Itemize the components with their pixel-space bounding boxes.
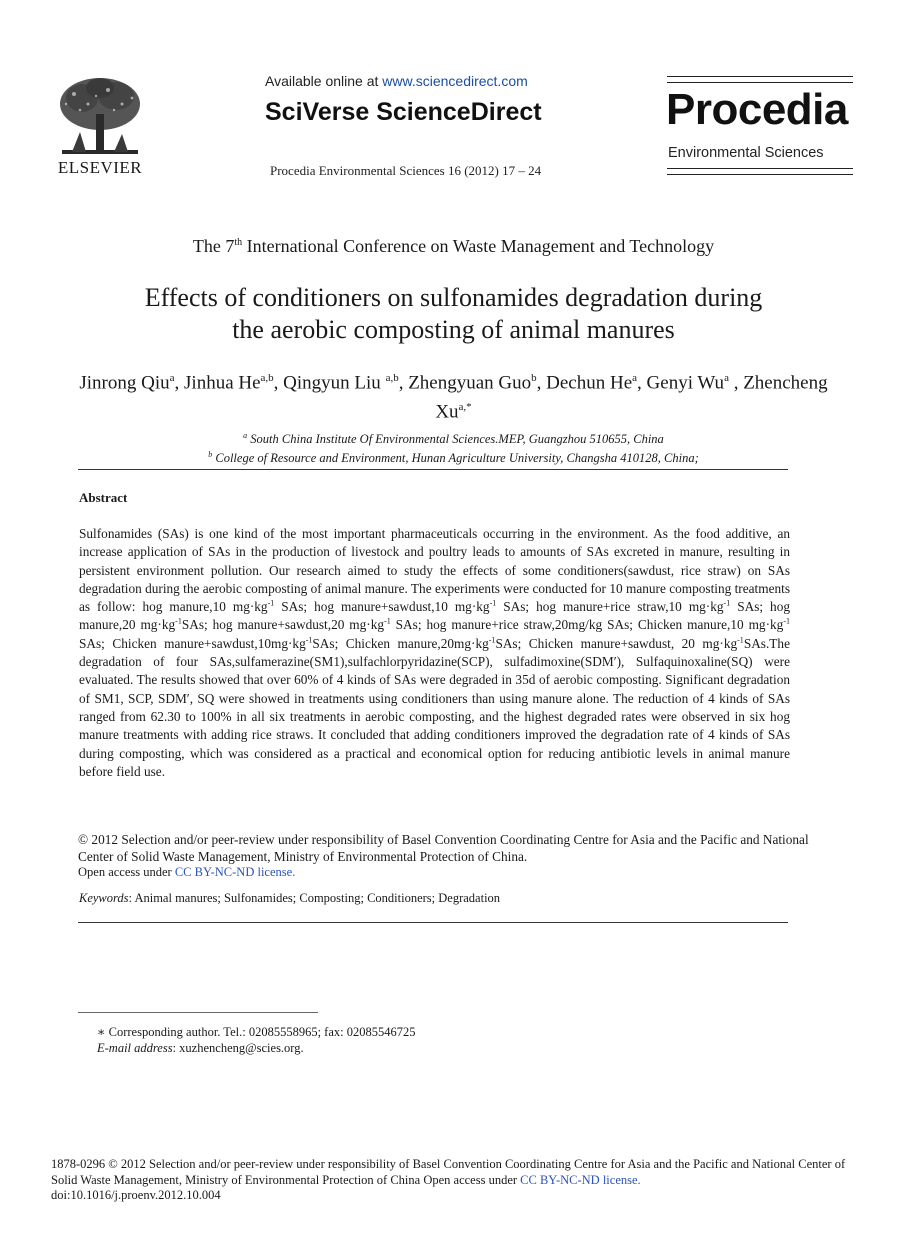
procedia-top-rule [667, 76, 853, 77]
abstract-heading: Abstract [79, 490, 128, 505]
open-access-line [78, 865, 295, 880]
license-link[interactable]: CC BY-NC-ND license. [174, 865, 296, 879]
abstract-text: SAs; Chicken manure+sawdust, 20 mg·kg [495, 635, 738, 651]
issn-text: 1878-0296 © 2012 Selection and/or peer-review under responsibility of Basel Convention Coordinating Centre for Asia and the Pacific and National Center of Solid Waste Management, Ministry of Environmental Protection of China [51, 1157, 846, 1187]
title-line-2: the aerobic composting of animal manures [232, 315, 675, 344]
procedia-top-rule-2 [667, 82, 853, 83]
exponent: -1 [723, 598, 731, 608]
available-online-line [265, 73, 528, 89]
author-list [60, 366, 847, 425]
affiliation-marker: a [243, 431, 248, 440]
conference-prefix: The 7 [192, 236, 235, 256]
open-access-prefix: Open access under [78, 865, 175, 879]
author-name: Zhengyuan Guo [408, 372, 532, 394]
exponent: -1 [489, 598, 497, 608]
elsevier-wordmark: ELSEVIER [57, 158, 143, 177]
author-sep: , [637, 372, 647, 394]
author-affil: a [169, 372, 175, 384]
affiliations [60, 428, 847, 466]
author-sep: , [174, 372, 185, 394]
procedia-bottom-rule-2 [667, 174, 853, 175]
author-name: Genyi Wu [646, 372, 725, 394]
abstract-text: SAs; hog manure+sawdust,20 mg·kg [181, 617, 385, 633]
affiliation-text: College of Resource and Environment, Hunan Agriculture University, Changsha 410128, China; [212, 451, 699, 466]
abstract-text: SAs; hog manure+rice straw,10 mg·kg [496, 599, 724, 615]
exponent: -1 [305, 635, 313, 645]
author-affil: a,b [260, 372, 274, 384]
author-affil: a,b [385, 372, 399, 384]
author-affil: b [531, 372, 537, 384]
author-sep: , [536, 372, 547, 394]
abstract-text: Sulfonamides (SAs) is one kind of the most important pharmaceuticals occurring in the environment. As the food additive, an increase application of SAs in the production of livestock and poultry leads to amounts of SAs excreted in manure, resulting in persistent environment pollution. Our research aimed to study the effects of some conditioners(sawdust, rice straw) on SAs degradation during the aerobic composting of animal manure. The experiments were conducted for 10 manure composting treatments as follow: hog manure,10 mg·kg [79, 526, 790, 615]
header-divider [78, 469, 788, 470]
affiliation-a [60, 428, 847, 447]
journal-subbrand: Environmental Sciences [668, 145, 824, 161]
paper-title [60, 282, 847, 346]
author-name: Dechun He [546, 372, 633, 394]
journal-brand: Procedia [666, 85, 848, 134]
exponent: -1 [384, 617, 391, 627]
journal-reference: Procedia Environmental Sciences 16 (2012) 17 – 24 [270, 163, 542, 178]
keywords-line [79, 891, 500, 906]
conference-suffix: International Conference on Waste Management and Technology [242, 236, 715, 256]
affiliation-b [60, 447, 847, 466]
corresponding-author: ∗ Corresponding author. Tel.: 02085558965; fax: 02085546725 [97, 1025, 416, 1039]
email-label: E-mail address [97, 1041, 173, 1055]
author-name: Zhencheng Xu [435, 372, 828, 423]
abstract-text: SAs; Chicken manure,20mg·kg [312, 635, 489, 651]
exponent: -1 [175, 617, 182, 627]
conference-ordinal: th [234, 237, 243, 248]
author-name: Qingyun Liu [283, 372, 386, 394]
email-text[interactable]: : xuzhencheng@scies.org. [172, 1041, 304, 1055]
doi[interactable]: doi:10.1016/j.proenv.2012.10.004 [51, 1188, 221, 1202]
platform-name: SciVerse ScienceDirect [265, 98, 542, 126]
keywords-label: Keywords [79, 891, 129, 905]
available-prefix: Available online at [265, 73, 383, 89]
author-affil: a [632, 372, 638, 384]
abstract-text: SAs; Chicken manure+sawdust,10mg·kg [79, 635, 306, 651]
bottom-open-access-prefix: Open access under [420, 1173, 521, 1187]
author-affil: a [724, 372, 729, 384]
exponent: -1 [267, 598, 275, 608]
abstract-text: SAs; hog manure,20 mg·kg [79, 599, 790, 633]
abstract-divider [78, 922, 788, 923]
author-name: Jinrong Qiu [79, 372, 170, 394]
author-sep: , [273, 372, 284, 394]
affiliation-marker: b [208, 450, 213, 460]
exponent: -1 [783, 617, 790, 627]
tree-icon [52, 74, 148, 158]
author-affil: a,* [458, 401, 472, 414]
exponent: -1 [488, 635, 496, 645]
author-sep: , [398, 372, 409, 394]
keywords-text: : Animal manures; Sulfonamides; Composting; Conditioners; Degradation [128, 891, 501, 905]
bottom-license-link[interactable]: CC BY-NC-ND license. [520, 1173, 641, 1187]
copyright-notice: © 2012 Selection and/or peer-review under responsibility of Basel Convention Coordinating Centre for Asia and the Pacific and National Center of Solid Waste Management, Ministry of Environmental Protection of China. [78, 832, 809, 864]
sciencedirect-link[interactable]: www.sciencedirect.com [382, 73, 528, 89]
abstract-text: SAs.The degradation of four SAs,sulfamerazine(SM1),sulfachlorpyridazine(SCP), sulfadimoxine(SDM′), Sulfaquinoxaline(SQ) were evaluated. The results showed that over 60% of 4 kinds of SAs were degraded in 35d of aerobic composting. Significant degradation of SM1, SCP, SDM′, SQ were showed in treatments using conditioners than using manure alone. The reduction of 4 kinds of SAs ranged from 62.30 to 100% in all six treatments in aerobic composting, and the highest degraded rates were observed in six hog manure treatments with adding rice straws. It concluded that adding conditioners improved the degradation rate of 4 kinds of SAs during composting, which was considered as a practical and economical option for reducing antibiotic levels in animal manure before field use. [79, 635, 790, 779]
abstract-text: SAs; hog manure+rice straw,20mg/kg SAs; Chicken manure,10 mg·kg [390, 617, 784, 633]
issn-copyright [51, 1156, 861, 1188]
affiliation-text: South China Institute Of Environmental Sciences.MEP, Guangzhou 510655, China [247, 432, 664, 447]
author-name: Jinhua He [184, 372, 261, 394]
author-sep: , [728, 372, 744, 394]
procedia-bottom-rule [667, 168, 853, 169]
conference-name [0, 236, 907, 257]
exponent: -1 [737, 635, 744, 645]
footnote-rule [78, 1012, 318, 1013]
email-address-line [97, 1041, 304, 1056]
title-line-1: Effects of conditioners on sulfonamides degradation during [144, 283, 763, 312]
abstract-text: SAs; hog manure+sawdust,10 mg·kg [274, 599, 490, 615]
abstract-body [79, 525, 790, 781]
